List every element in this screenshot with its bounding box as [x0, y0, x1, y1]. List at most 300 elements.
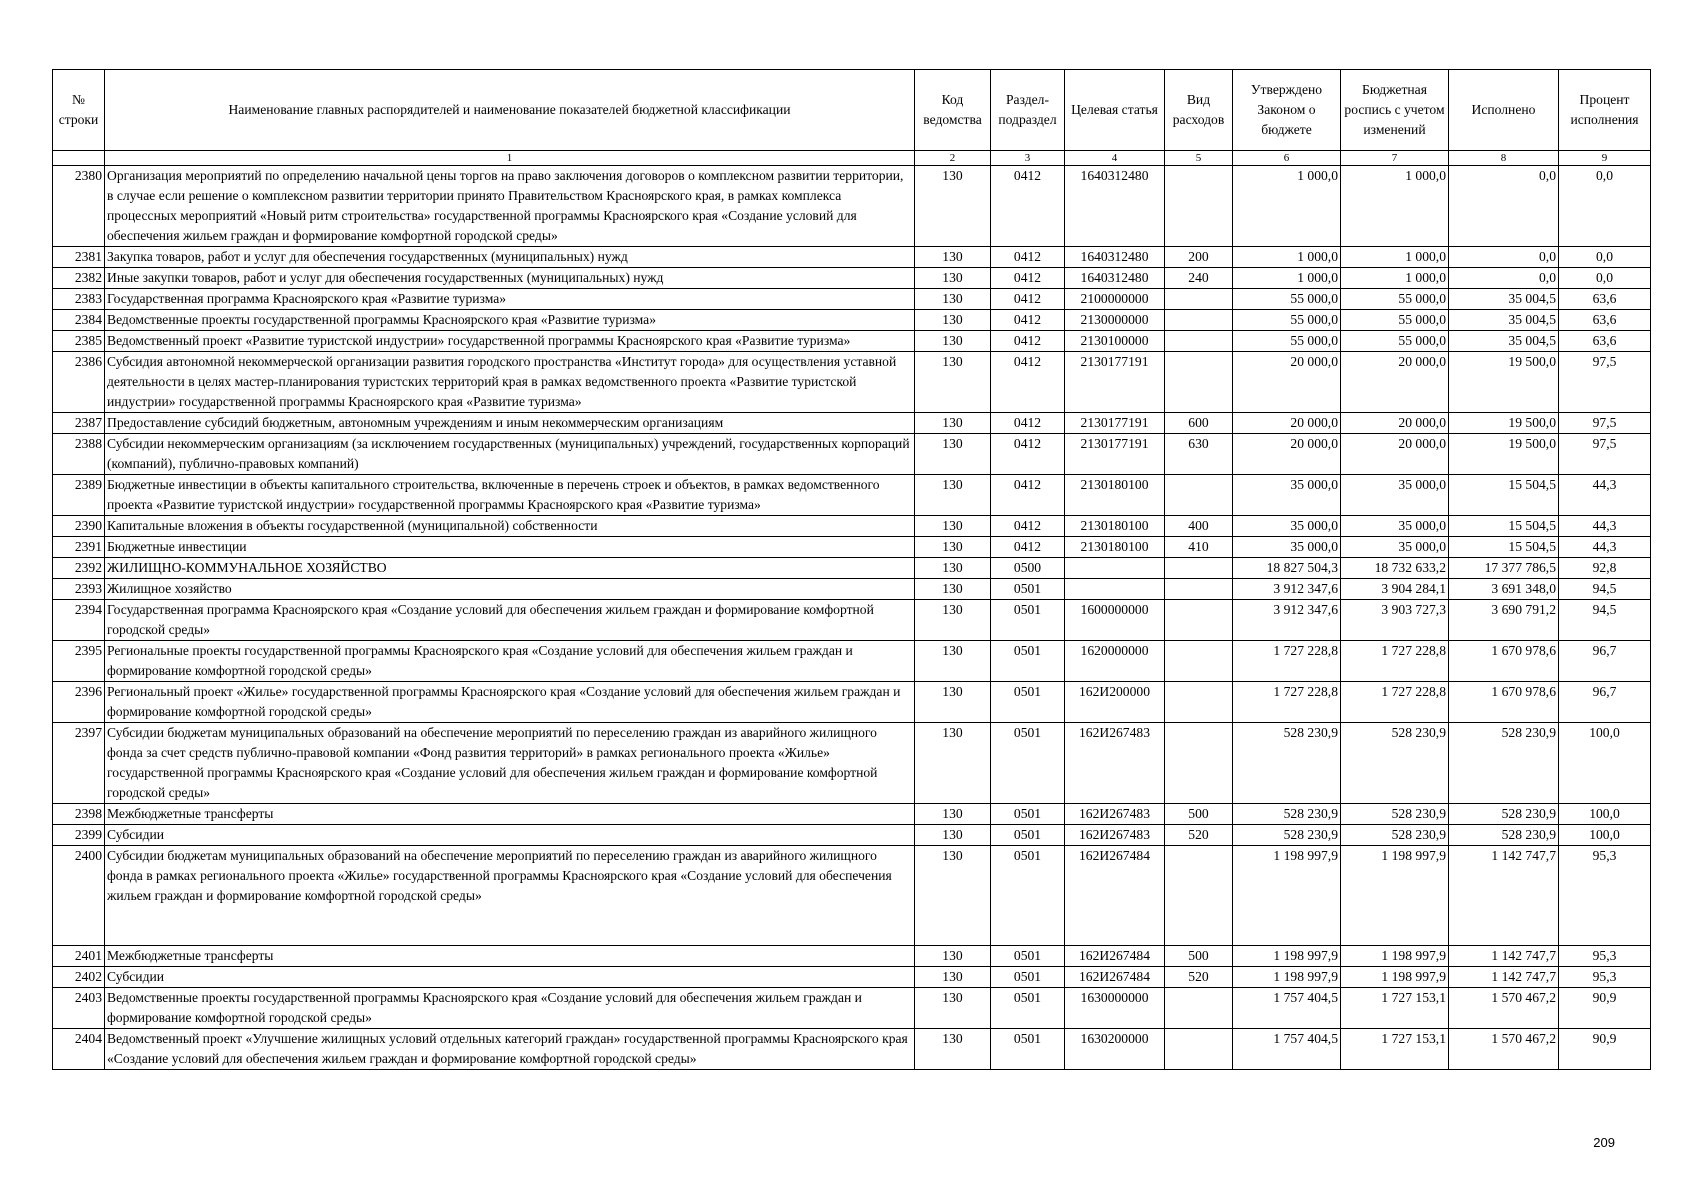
section-cell: 0501 — [991, 641, 1065, 682]
table-row — [53, 946, 1651, 967]
row-number-cell: 2393 — [53, 579, 105, 600]
section-cell: 0412 — [991, 352, 1065, 413]
header-section: Раздел-подраздел — [991, 70, 1065, 151]
target-article-cell: 1630200000 — [1065, 1029, 1165, 1070]
target-article-cell: 1640312480 — [1065, 166, 1165, 247]
header-executed: Исполнено — [1449, 70, 1559, 151]
target-article-cell: 2130100000 — [1065, 331, 1165, 352]
target-article-cell: 162И267484 — [1065, 846, 1165, 946]
percent-cell: 94,5 — [1559, 579, 1651, 600]
department-code-cell: 130 — [915, 268, 991, 289]
approved-cell: 1 727 228,8 — [1233, 641, 1341, 682]
percent-cell: 100,0 — [1559, 723, 1651, 804]
table-row — [53, 247, 1651, 268]
planned-cell: 35 000,0 — [1341, 516, 1449, 537]
section-cell: 0501 — [991, 1029, 1065, 1070]
row-number-cell: 2402 — [53, 967, 105, 988]
name-cell: Ведомственный проект «Развитие туристской индустрии» государственной программы Красноярского края «Развитие туризма» — [105, 331, 915, 352]
name-cell: Жилищное хозяйство — [105, 579, 915, 600]
page-number: 209 — [1593, 1135, 1615, 1150]
executed-cell: 528 230,9 — [1449, 825, 1559, 846]
row-number-cell: 2384 — [53, 310, 105, 331]
expense-type-cell: 500 — [1165, 946, 1233, 967]
section-cell: 0501 — [991, 988, 1065, 1029]
name-cell: Иные закупки товаров, работ и услуг для обеспечения государственных (муниципальных) нужд — [105, 268, 915, 289]
approved-cell: 3 912 347,6 — [1233, 600, 1341, 641]
department-code-cell: 130 — [915, 825, 991, 846]
target-article-cell: 1620000000 — [1065, 641, 1165, 682]
executed-cell: 1 570 467,2 — [1449, 988, 1559, 1029]
expense-type-cell: 410 — [1165, 537, 1233, 558]
table-row — [53, 310, 1651, 331]
table-row — [53, 641, 1651, 682]
column-number: 8 — [1449, 151, 1559, 166]
percent-cell: 100,0 — [1559, 825, 1651, 846]
target-article-cell: 2130180100 — [1065, 516, 1165, 537]
section-cell: 0501 — [991, 946, 1065, 967]
expense-type-cell — [1165, 1029, 1233, 1070]
expense-type-cell — [1165, 331, 1233, 352]
percent-cell: 90,9 — [1559, 988, 1651, 1029]
table-row — [53, 804, 1651, 825]
executed-cell: 19 500,0 — [1449, 352, 1559, 413]
planned-cell: 1 727 153,1 — [1341, 1029, 1449, 1070]
target-article-cell: 1630000000 — [1065, 988, 1165, 1029]
target-article-cell: 2130180100 — [1065, 475, 1165, 516]
table-row — [53, 166, 1651, 247]
department-code-cell: 130 — [915, 641, 991, 682]
expense-type-cell: 520 — [1165, 967, 1233, 988]
row-number-cell: 2403 — [53, 988, 105, 1029]
header-target-article: Целевая статья — [1065, 70, 1165, 151]
executed-cell: 19 500,0 — [1449, 413, 1559, 434]
planned-cell: 1 000,0 — [1341, 268, 1449, 289]
name-cell: Региональный проект «Жилье» государственной программы Красноярского края «Создание условий для обеспечения жильем граждан и формирование комфортной городской среды» — [105, 682, 915, 723]
percent-cell: 44,3 — [1559, 475, 1651, 516]
budget-execution-table — [52, 69, 1651, 1070]
executed-cell: 1 670 978,6 — [1449, 682, 1559, 723]
percent-cell: 0,0 — [1559, 268, 1651, 289]
executed-cell: 0,0 — [1449, 268, 1559, 289]
row-number-cell: 2401 — [53, 946, 105, 967]
target-article-cell: 2130000000 — [1065, 310, 1165, 331]
expense-type-cell — [1165, 166, 1233, 247]
name-cell: Закупка товаров, работ и услуг для обеспечения государственных (муниципальных) нужд — [105, 247, 915, 268]
target-article-cell: 2100000000 — [1065, 289, 1165, 310]
expense-type-cell — [1165, 988, 1233, 1029]
header-percent: Процент исполнения — [1559, 70, 1651, 151]
approved-cell: 1 757 404,5 — [1233, 1029, 1341, 1070]
table-row — [53, 846, 1651, 946]
planned-cell: 3 904 284,1 — [1341, 579, 1449, 600]
executed-cell: 1 670 978,6 — [1449, 641, 1559, 682]
percent-cell: 97,5 — [1559, 352, 1651, 413]
approved-cell: 1 198 997,9 — [1233, 946, 1341, 967]
planned-cell: 55 000,0 — [1341, 289, 1449, 310]
section-cell: 0412 — [991, 537, 1065, 558]
planned-cell: 1 727 228,8 — [1341, 682, 1449, 723]
executed-cell: 1 142 747,7 — [1449, 846, 1559, 946]
planned-cell: 35 000,0 — [1341, 475, 1449, 516]
expense-type-cell: 240 — [1165, 268, 1233, 289]
column-number — [53, 151, 105, 166]
approved-cell: 1 198 997,9 — [1233, 846, 1341, 946]
percent-cell: 96,7 — [1559, 682, 1651, 723]
column-number: 1 — [105, 151, 915, 166]
department-code-cell: 130 — [915, 804, 991, 825]
table-row — [53, 825, 1651, 846]
executed-cell: 17 377 786,5 — [1449, 558, 1559, 579]
row-number-cell: 2399 — [53, 825, 105, 846]
table-row — [53, 988, 1651, 1029]
approved-cell: 1 000,0 — [1233, 268, 1341, 289]
expense-type-cell — [1165, 475, 1233, 516]
percent-cell: 100,0 — [1559, 804, 1651, 825]
table-body — [53, 166, 1651, 1070]
executed-cell: 35 004,5 — [1449, 289, 1559, 310]
header-row-number: № строки — [53, 70, 105, 151]
section-cell: 0501 — [991, 804, 1065, 825]
executed-cell: 3 690 791,2 — [1449, 600, 1559, 641]
department-code-cell: 130 — [915, 310, 991, 331]
expense-type-cell: 520 — [1165, 825, 1233, 846]
percent-cell: 95,3 — [1559, 967, 1651, 988]
planned-cell: 528 230,9 — [1341, 723, 1449, 804]
executed-cell: 0,0 — [1449, 166, 1559, 247]
percent-cell: 96,7 — [1559, 641, 1651, 682]
name-cell: Субсидии бюджетам муниципальных образований на обеспечение мероприятий по переселению граждан из аварийного жилищного фонда в рамках регионального проекта «Жилье» государственной программы Красноярского края «Создание условий для обеспечения жильем граждан и формирование комфортной городской среды» — [105, 846, 915, 946]
department-code-cell: 130 — [915, 475, 991, 516]
section-cell: 0501 — [991, 682, 1065, 723]
approved-cell: 35 000,0 — [1233, 475, 1341, 516]
expense-type-cell: 600 — [1165, 413, 1233, 434]
approved-cell: 35 000,0 — [1233, 516, 1341, 537]
column-number: 4 — [1065, 151, 1165, 166]
name-cell: ЖИЛИЩНО-КОММУНАЛЬНОЕ ХОЗЯЙСТВО — [105, 558, 915, 579]
executed-cell: 19 500,0 — [1449, 434, 1559, 475]
executed-cell: 528 230,9 — [1449, 723, 1559, 804]
percent-cell: 94,5 — [1559, 600, 1651, 641]
header-approved: Утверждено Законом о бюджете — [1233, 70, 1341, 151]
expense-type-cell — [1165, 558, 1233, 579]
table-row — [53, 682, 1651, 723]
department-code-cell: 130 — [915, 600, 991, 641]
row-number-cell: 2389 — [53, 475, 105, 516]
name-cell: Организация мероприятий по определению начальной цены торгов на право заключения договоров о комплексном развитии территории, в случае если решение о комплексном развитии территории принято Правительством Красноярского края, в рамках комплекса процессных мероприятий «Новый ритм строительства» государственной программы Красноярского края «Создание условий для обеспечения жильем граждан и формирование комфортной городской среды» — [105, 166, 915, 247]
row-number-cell: 2386 — [53, 352, 105, 413]
planned-cell: 20 000,0 — [1341, 413, 1449, 434]
name-cell: Субсидии — [105, 967, 915, 988]
department-code-cell: 130 — [915, 352, 991, 413]
approved-cell: 528 230,9 — [1233, 825, 1341, 846]
planned-cell: 1 000,0 — [1341, 166, 1449, 247]
table-row — [53, 600, 1651, 641]
section-cell: 0501 — [991, 825, 1065, 846]
planned-cell: 1 727 228,8 — [1341, 641, 1449, 682]
header-planned: Бюджетная роспись с учетом изменений — [1341, 70, 1449, 151]
percent-cell: 0,0 — [1559, 247, 1651, 268]
section-cell: 0501 — [991, 579, 1065, 600]
row-number-cell: 2383 — [53, 289, 105, 310]
table-row — [53, 967, 1651, 988]
department-code-cell: 130 — [915, 516, 991, 537]
header-row — [53, 70, 1651, 151]
name-cell: Субсидии — [105, 825, 915, 846]
percent-cell: 90,9 — [1559, 1029, 1651, 1070]
name-cell: Бюджетные инвестиции в объекты капитального строительства, включенные в перечень строек и объектов, в рамках ведомственного проекта «Развитие туристской индустрии» государственной программы Красноярского края «Развитие туризма» — [105, 475, 915, 516]
name-cell: Межбюджетные трансферты — [105, 804, 915, 825]
column-numbers-row — [53, 151, 1651, 166]
percent-cell: 63,6 — [1559, 331, 1651, 352]
expense-type-cell: 630 — [1165, 434, 1233, 475]
row-number-cell: 2392 — [53, 558, 105, 579]
expense-type-cell — [1165, 579, 1233, 600]
approved-cell: 528 230,9 — [1233, 723, 1341, 804]
approved-cell: 20 000,0 — [1233, 352, 1341, 413]
row-number-cell: 2391 — [53, 537, 105, 558]
executed-cell: 15 504,5 — [1449, 475, 1559, 516]
percent-cell: 92,8 — [1559, 558, 1651, 579]
percent-cell: 95,3 — [1559, 946, 1651, 967]
department-code-cell: 130 — [915, 166, 991, 247]
executed-cell: 1 142 747,7 — [1449, 946, 1559, 967]
table-row — [53, 268, 1651, 289]
section-cell: 0412 — [991, 268, 1065, 289]
name-cell: Субсидии некоммерческим организациям (за исключением государственных (муниципальных) учреждений, государственных корпораций (компаний), публично-правовых компаний) — [105, 434, 915, 475]
executed-cell: 3 691 348,0 — [1449, 579, 1559, 600]
target-article-cell: 2130180100 — [1065, 537, 1165, 558]
expense-type-cell — [1165, 310, 1233, 331]
name-cell: Ведомственный проект «Улучшение жилищных условий отдельных категорий граждан» государственной программы Красноярского края «Создание условий для обеспечения жильем граждан и формирование комфортной городской среды» — [105, 1029, 915, 1070]
row-number-cell: 2400 — [53, 846, 105, 946]
department-code-cell: 130 — [915, 413, 991, 434]
target-article-cell — [1065, 579, 1165, 600]
column-number: 9 — [1559, 151, 1651, 166]
column-number: 6 — [1233, 151, 1341, 166]
section-cell: 0500 — [991, 558, 1065, 579]
table-row — [53, 537, 1651, 558]
planned-cell: 1 198 997,9 — [1341, 946, 1449, 967]
expense-type-cell — [1165, 846, 1233, 946]
percent-cell: 0,0 — [1559, 166, 1651, 247]
section-cell: 0412 — [991, 166, 1065, 247]
name-cell: Субсидия автономной некоммерческой организации развития городского пространства «Институт города» для осуществления уставной деятельности в целях мастер-планирования туристских территорий края в рамках ведомственного проекта «Развитие туристской индустрии» государственной программы Красноярского края «Развитие туризма» — [105, 352, 915, 413]
row-number-cell: 2381 — [53, 247, 105, 268]
row-number-cell: 2398 — [53, 804, 105, 825]
table-row — [53, 516, 1651, 537]
planned-cell: 55 000,0 — [1341, 310, 1449, 331]
column-number: 7 — [1341, 151, 1449, 166]
executed-cell: 15 504,5 — [1449, 516, 1559, 537]
row-number-cell: 2388 — [53, 434, 105, 475]
planned-cell: 3 903 727,3 — [1341, 600, 1449, 641]
row-number-cell: 2380 — [53, 166, 105, 247]
expense-type-cell: 200 — [1165, 247, 1233, 268]
target-article-cell: 162И267483 — [1065, 723, 1165, 804]
section-cell: 0501 — [991, 723, 1065, 804]
executed-cell: 1 142 747,7 — [1449, 967, 1559, 988]
section-cell: 0501 — [991, 600, 1065, 641]
target-article-cell: 2130177191 — [1065, 434, 1165, 475]
planned-cell: 20 000,0 — [1341, 434, 1449, 475]
name-cell: Государственная программа Красноярского края «Развитие туризма» — [105, 289, 915, 310]
row-number-cell: 2394 — [53, 600, 105, 641]
department-code-cell: 130 — [915, 434, 991, 475]
approved-cell: 55 000,0 — [1233, 310, 1341, 331]
executed-cell: 528 230,9 — [1449, 804, 1559, 825]
executed-cell: 35 004,5 — [1449, 331, 1559, 352]
section-cell: 0501 — [991, 967, 1065, 988]
expense-type-cell: 400 — [1165, 516, 1233, 537]
planned-cell: 18 732 633,2 — [1341, 558, 1449, 579]
row-number-cell: 2395 — [53, 641, 105, 682]
expense-type-cell — [1165, 352, 1233, 413]
target-article-cell: 162И267483 — [1065, 804, 1165, 825]
expense-type-cell: 500 — [1165, 804, 1233, 825]
department-code-cell: 130 — [915, 1029, 991, 1070]
department-code-cell: 130 — [915, 247, 991, 268]
table-row — [53, 1029, 1651, 1070]
approved-cell: 35 000,0 — [1233, 537, 1341, 558]
name-cell: Региональные проекты государственной программы Красноярского края «Создание условий для обеспечения жильем граждан и формирование комфортной городской среды» — [105, 641, 915, 682]
section-cell: 0412 — [991, 289, 1065, 310]
approved-cell: 1 727 228,8 — [1233, 682, 1341, 723]
department-code-cell: 130 — [915, 579, 991, 600]
expense-type-cell — [1165, 723, 1233, 804]
department-code-cell: 130 — [915, 682, 991, 723]
expense-type-cell — [1165, 641, 1233, 682]
name-cell: Бюджетные инвестиции — [105, 537, 915, 558]
target-article-cell: 162И200000 — [1065, 682, 1165, 723]
header-name: Наименование главных распорядителей и наименование показателей бюджетной классификации — [105, 70, 915, 151]
row-number-cell: 2382 — [53, 268, 105, 289]
section-cell: 0412 — [991, 310, 1065, 331]
table-row — [53, 475, 1651, 516]
approved-cell: 1 000,0 — [1233, 247, 1341, 268]
planned-cell: 35 000,0 — [1341, 537, 1449, 558]
percent-cell: 63,6 — [1559, 289, 1651, 310]
department-code-cell: 130 — [915, 846, 991, 946]
name-cell: Капитальные вложения в объекты государственной (муниципальной) собственности — [105, 516, 915, 537]
approved-cell: 1 757 404,5 — [1233, 988, 1341, 1029]
approved-cell: 1 000,0 — [1233, 166, 1341, 247]
table-row — [53, 352, 1651, 413]
name-cell: Межбюджетные трансферты — [105, 946, 915, 967]
target-article-cell: 2130177191 — [1065, 413, 1165, 434]
target-article-cell: 2130177191 — [1065, 352, 1165, 413]
table-row — [53, 579, 1651, 600]
executed-cell: 35 004,5 — [1449, 310, 1559, 331]
planned-cell: 1 000,0 — [1341, 247, 1449, 268]
column-number: 2 — [915, 151, 991, 166]
table-row — [53, 331, 1651, 352]
table-row — [53, 558, 1651, 579]
name-cell: Предоставление субсидий бюджетным, автономным учреждениям и иным некоммерческим организациям — [105, 413, 915, 434]
approved-cell: 18 827 504,3 — [1233, 558, 1341, 579]
name-cell: Государственная программа Красноярского края «Создание условий для обеспечения жильем граждан и формирование комфортной городской среды» — [105, 600, 915, 641]
section-cell: 0412 — [991, 331, 1065, 352]
planned-cell: 1 727 153,1 — [1341, 988, 1449, 1029]
planned-cell: 20 000,0 — [1341, 352, 1449, 413]
name-cell: Ведомственные проекты государственной программы Красноярского края «Развитие туризма» — [105, 310, 915, 331]
approved-cell: 20 000,0 — [1233, 434, 1341, 475]
target-article-cell: 162И267484 — [1065, 946, 1165, 967]
planned-cell: 55 000,0 — [1341, 331, 1449, 352]
department-code-cell: 130 — [915, 289, 991, 310]
target-article-cell: 162И267484 — [1065, 967, 1165, 988]
approved-cell: 3 912 347,6 — [1233, 579, 1341, 600]
department-code-cell: 130 — [915, 988, 991, 1029]
executed-cell: 0,0 — [1449, 247, 1559, 268]
planned-cell: 528 230,9 — [1341, 804, 1449, 825]
header-department-code: Код ведомства — [915, 70, 991, 151]
approved-cell: 55 000,0 — [1233, 289, 1341, 310]
table-row — [53, 723, 1651, 804]
name-cell: Ведомственные проекты государственной программы Красноярского края «Создание условий для обеспечения жильем граждан и формирование комфортной городской среды» — [105, 988, 915, 1029]
percent-cell: 44,3 — [1559, 516, 1651, 537]
approved-cell: 55 000,0 — [1233, 331, 1341, 352]
table-row — [53, 434, 1651, 475]
department-code-cell: 130 — [915, 331, 991, 352]
section-cell: 0501 — [991, 846, 1065, 946]
header-expense-type: Вид расходов — [1165, 70, 1233, 151]
section-cell: 0412 — [991, 434, 1065, 475]
executed-cell: 15 504,5 — [1449, 537, 1559, 558]
column-number: 5 — [1165, 151, 1233, 166]
department-code-cell: 130 — [915, 723, 991, 804]
department-code-cell: 130 — [915, 946, 991, 967]
percent-cell: 44,3 — [1559, 537, 1651, 558]
target-article-cell: 1640312480 — [1065, 268, 1165, 289]
planned-cell: 1 198 997,9 — [1341, 846, 1449, 946]
table-row — [53, 413, 1651, 434]
row-number-cell: 2385 — [53, 331, 105, 352]
row-number-cell: 2396 — [53, 682, 105, 723]
percent-cell: 97,5 — [1559, 434, 1651, 475]
expense-type-cell — [1165, 682, 1233, 723]
section-cell: 0412 — [991, 247, 1065, 268]
expense-type-cell — [1165, 289, 1233, 310]
approved-cell: 1 198 997,9 — [1233, 967, 1341, 988]
row-number-cell: 2397 — [53, 723, 105, 804]
name-cell: Субсидии бюджетам муниципальных образований на обеспечение мероприятий по переселению граждан из аварийного жилищного фонда за счет средств публично-правовой компании «Фонд развития территорий» в рамках регионального проекта «Жилье» государственной программы Красноярского края «Создание условий для обеспечения жильем граждан и формирование комфортной городской среды» — [105, 723, 915, 804]
department-code-cell: 130 — [915, 967, 991, 988]
planned-cell: 528 230,9 — [1341, 825, 1449, 846]
department-code-cell: 130 — [915, 558, 991, 579]
percent-cell: 97,5 — [1559, 413, 1651, 434]
row-number-cell: 2387 — [53, 413, 105, 434]
percent-cell: 63,6 — [1559, 310, 1651, 331]
percent-cell: 95,3 — [1559, 846, 1651, 946]
section-cell: 0412 — [991, 413, 1065, 434]
target-article-cell: 162И267483 — [1065, 825, 1165, 846]
row-number-cell: 2390 — [53, 516, 105, 537]
row-number-cell: 2404 — [53, 1029, 105, 1070]
approved-cell: 20 000,0 — [1233, 413, 1341, 434]
target-article-cell: 1600000000 — [1065, 600, 1165, 641]
target-article-cell — [1065, 558, 1165, 579]
column-number: 3 — [991, 151, 1065, 166]
table-row — [53, 289, 1651, 310]
expense-type-cell — [1165, 600, 1233, 641]
target-article-cell: 1640312480 — [1065, 247, 1165, 268]
planned-cell: 1 198 997,9 — [1341, 967, 1449, 988]
approved-cell: 528 230,9 — [1233, 804, 1341, 825]
section-cell: 0412 — [991, 475, 1065, 516]
executed-cell: 1 570 467,2 — [1449, 1029, 1559, 1070]
department-code-cell: 130 — [915, 537, 991, 558]
section-cell: 0412 — [991, 516, 1065, 537]
